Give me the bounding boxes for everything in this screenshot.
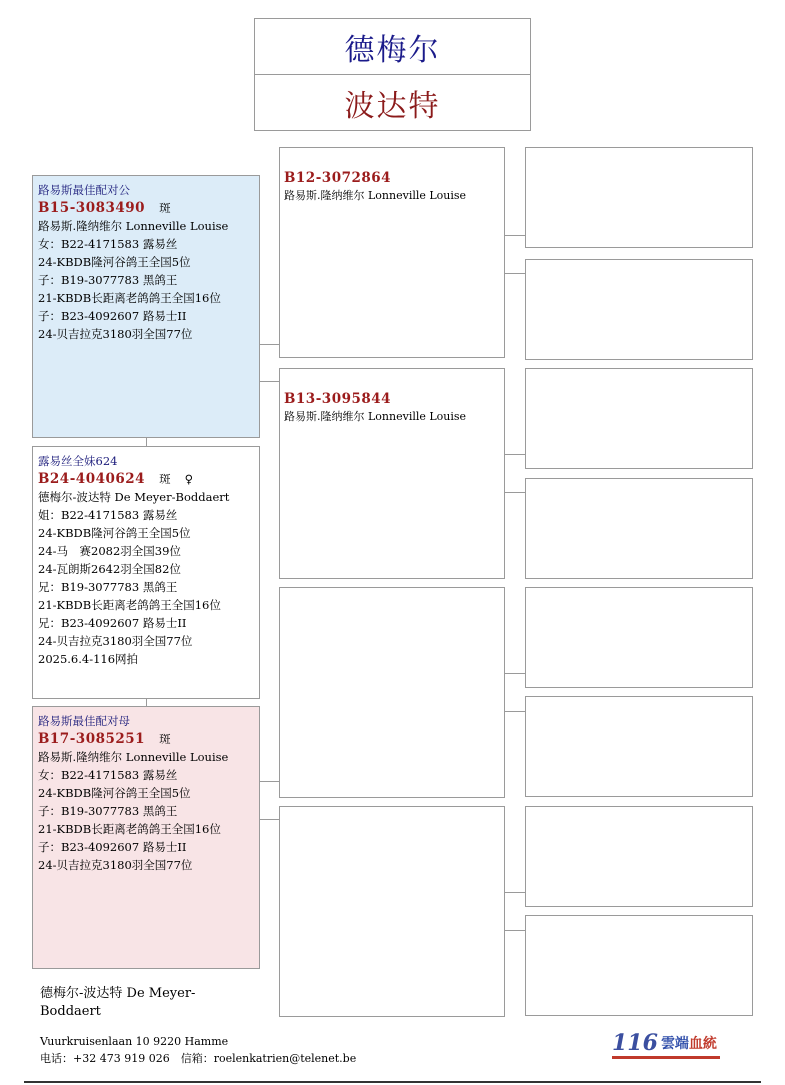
connector-line <box>505 273 525 274</box>
connector-line <box>505 892 525 893</box>
subject-line: 24-贝吉拉克3180羽全国77位 <box>38 634 193 648</box>
dam-line: 女：B22-4171583 露易丝 <box>38 768 178 782</box>
footer-owner: 德梅尔-波达特 De Meyer-Boddaert <box>40 986 196 1019</box>
connector-line <box>260 381 279 382</box>
great-grandparent-box[interactable] <box>525 147 753 248</box>
bird-name-box <box>254 74 531 131</box>
granddam-paternal-box[interactable] <box>279 368 505 579</box>
bottom-rule <box>24 1081 761 1083</box>
sire-line: 子：B19-3077783 黑鸽王 <box>38 273 178 287</box>
dam-line: 子：B19-3077783 黑鸽王 <box>38 804 178 818</box>
granddam-maternal-box[interactable] <box>279 806 505 1017</box>
footer-contact: 电话：+32 473 919 026 信箱：roelenkatrien@telenet.be <box>40 1052 357 1065</box>
subject-line: 姐：B22-4171583 露易丝 <box>38 508 178 522</box>
connector-line <box>505 492 525 493</box>
subject-line: 德梅尔-波达特 De Meyer-Boddaert <box>38 490 230 504</box>
great-grandparent-box[interactable] <box>525 478 753 579</box>
sire-tag: 路易斯最佳配对公 <box>38 183 130 197</box>
connector-line <box>260 344 279 345</box>
grandsire-paternal-box[interactable] <box>279 147 505 358</box>
great-grandparent-box[interactable] <box>525 587 753 688</box>
dam-line: 路易斯.隆纳维尔 Lonneville Louise <box>38 750 229 764</box>
loft-name-box <box>254 18 531 75</box>
connector-line <box>146 438 147 446</box>
connector-line <box>260 781 279 782</box>
sire-line: 24-KBDB隆河谷鸽王全国5位 <box>38 255 191 269</box>
sire-line: 路易斯.隆纳维尔 Lonneville Louise <box>38 219 229 233</box>
logo-number: 116 <box>612 1030 658 1056</box>
subject-line: 24-马 赛2082羽全国39位 <box>38 544 181 558</box>
subject-line: 兄：B19-3077783 黑鸽王 <box>38 580 178 594</box>
connector-line <box>505 711 525 712</box>
sire-card[interactable] <box>32 175 260 438</box>
dam-line: 24-KBDB隆河谷鸽王全国5位 <box>38 786 191 800</box>
great-grandparent-box[interactable] <box>525 806 753 907</box>
great-grandparent-box[interactable] <box>525 696 753 797</box>
dam-line: 21-KBDB长距离老鸽鸽王全国16位 <box>38 822 221 836</box>
subject-line: 2025.6.4-116网拍 <box>38 652 139 666</box>
bird-name: 波达特 <box>344 88 441 124</box>
subject-ring: B24-4040624 <box>38 471 146 487</box>
grandparent-ring: B12-3072864 <box>284 170 392 186</box>
dam-tag: 路易斯最佳配对母 <box>38 714 130 728</box>
dam-line: 24-贝吉拉克3180羽全国77位 <box>38 858 193 872</box>
connector-line <box>505 673 525 674</box>
sire-color: 斑 <box>159 201 171 215</box>
subject-sex: ♀ <box>184 472 193 486</box>
sire-line: 子：B23-4092607 路易士II <box>38 309 187 323</box>
dam-ring: B17-3085251 <box>38 731 146 747</box>
great-grandparent-box[interactable] <box>525 368 753 469</box>
brand-logo <box>612 1030 717 1056</box>
subject-card[interactable] <box>32 446 260 699</box>
grandparent-ring: B13-3095844 <box>284 391 392 407</box>
connector-line <box>505 930 525 931</box>
dam-color: 斑 <box>159 732 171 746</box>
footer-address: Vuurkruisenlaan 10 9220 Hamme <box>40 1035 229 1048</box>
connector-line <box>505 454 525 455</box>
logo-text <box>661 1033 717 1053</box>
sire-line: 女：B22-4171583 露易丝 <box>38 237 178 251</box>
grandparent-owner: 路易斯.隆纳维尔 Lonneville Louise <box>284 410 467 423</box>
dam-line: 子：B23-4092607 路易士II <box>38 840 187 854</box>
grandsire-maternal-box[interactable] <box>279 587 505 798</box>
dam-card[interactable] <box>32 706 260 969</box>
great-grandparent-box[interactable] <box>525 915 753 1016</box>
subject-tag: 露易丝全妹624 <box>38 454 118 468</box>
sire-line: 24-贝吉拉克3180羽全国77位 <box>38 327 193 341</box>
sire-ring: B15-3083490 <box>38 200 146 216</box>
subject-color: 斑 <box>159 472 171 486</box>
subject-line: 24-KBDB隆河谷鸽王全国5位 <box>38 526 191 540</box>
loft-name: 德梅尔 <box>344 32 441 68</box>
logo-text-red: 血統 <box>688 1036 717 1052</box>
sire-line: 21-KBDB长距离老鸽鸽王全国16位 <box>38 291 221 305</box>
connector-line <box>260 819 279 820</box>
great-grandparent-box[interactable] <box>525 259 753 360</box>
subject-line: 24-瓦朗斯2642羽全国82位 <box>38 562 181 576</box>
footer-address-block <box>40 1033 356 1067</box>
connector-line <box>505 235 525 236</box>
connector-line <box>146 699 147 706</box>
subject-line: 兄：B23-4092607 路易士II <box>38 616 187 630</box>
logo-underline <box>612 1056 720 1059</box>
subject-line: 21-KBDB长距离老鸽鸽王全国16位 <box>38 598 221 612</box>
grandparent-owner: 路易斯.隆纳维尔 Lonneville Louise <box>284 189 467 202</box>
logo-text-blue: 雲端 <box>660 1036 689 1052</box>
